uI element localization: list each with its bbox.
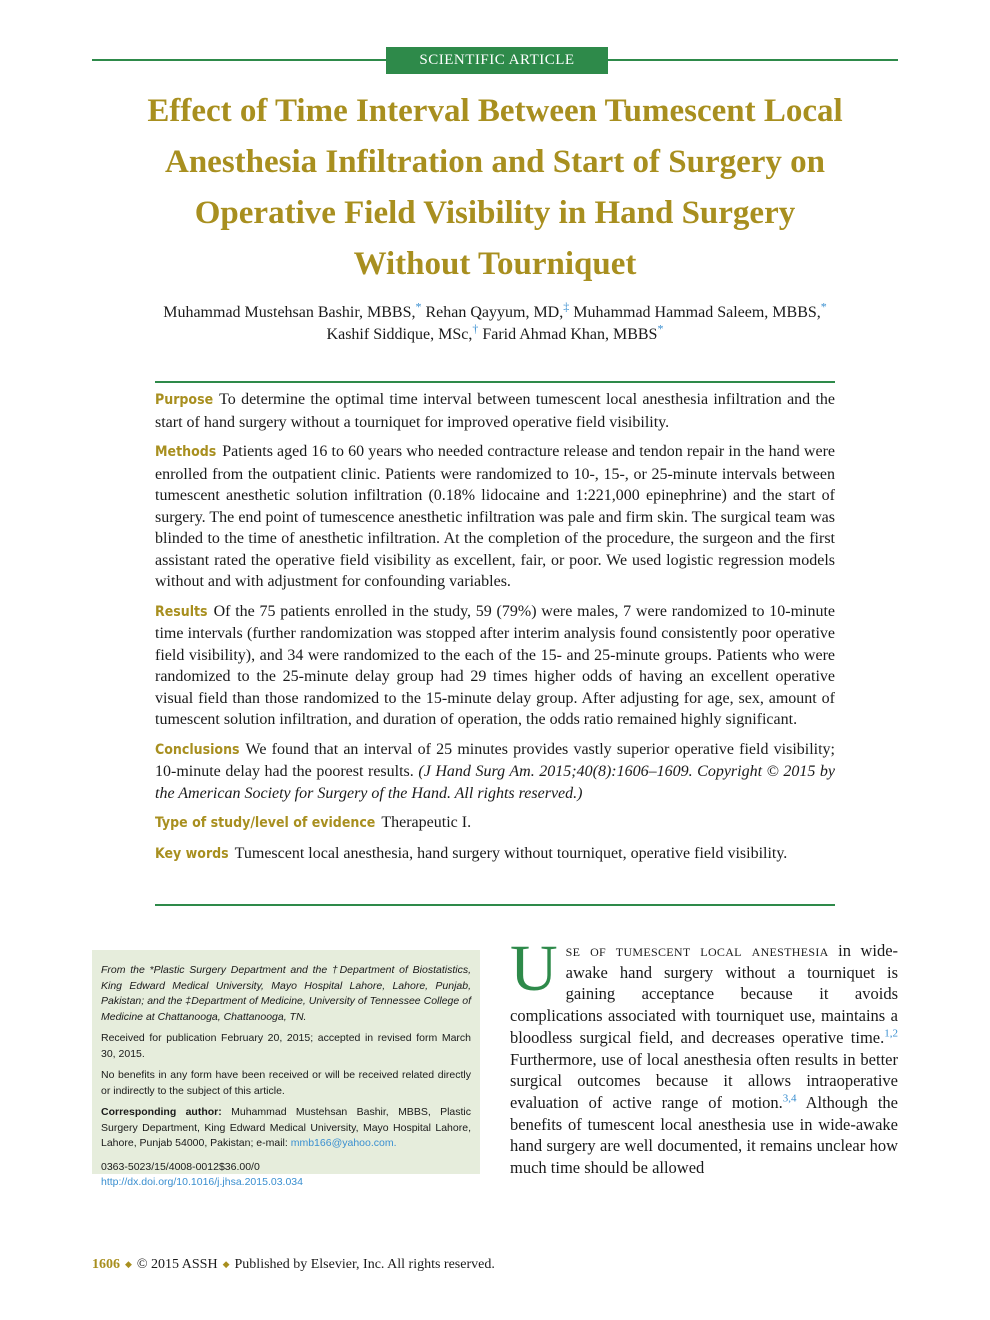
corresponding-label: Corresponding author: <box>101 1106 222 1118</box>
title-line: Operative Field Visibility in Hand Surgery <box>194 195 796 231</box>
abstract <box>155 389 835 873</box>
abstract-top-rule <box>155 381 835 383</box>
copyright: © 2015 ASSH <box>136 1257 218 1272</box>
affiliation-mark[interactable]: ‡ <box>563 299 570 314</box>
article-info-box <box>92 950 480 1188</box>
abstract-label: Methods <box>155 444 217 460</box>
diamond-bullet-icon: ◆ <box>125 1259 132 1270</box>
page-footer <box>92 1257 495 1273</box>
reference-link[interactable]: 1,2 <box>884 1027 898 1040</box>
abstract-keywords <box>155 843 835 866</box>
abstract-text: We found that an interval of 25 minutes provides vastly superior operative field visibility; 10-minute delay had the poorest results. <box>155 740 835 780</box>
abstract-label: Results <box>155 603 208 620</box>
title-line: Anesthesia Infiltration and Start of Surgery on <box>164 144 826 180</box>
title-line: Without Tourniquet <box>353 246 637 282</box>
publisher-note: Published by Elsevier, Inc. All rights reserved. <box>234 1257 495 1272</box>
drop-cap: U <box>510 932 558 1005</box>
corresponding-author <box>101 1105 471 1152</box>
journal-citation: (J Hand Surg Am. 2015;40(8):1606–1609. Copyright © 2015 by the American Society for Surgery of the Hand. All rights reserved.) <box>155 763 836 802</box>
author-list <box>92 299 898 346</box>
section-tag: SCIENTIFIC ARTICLE <box>386 47 608 74</box>
title-line: Effect of Time Interval Between Tumescent Local <box>147 93 843 129</box>
author-name: Muhammad Hammad Saleem, MBBS, <box>573 304 821 321</box>
affiliation-mark[interactable]: * <box>820 299 827 314</box>
lead-in: se of tumescent local anesthesia <box>565 941 829 960</box>
abstract-bottom-rule <box>155 904 835 906</box>
abstract-results <box>155 601 835 731</box>
abstract-text: Patients aged 16 to 60 years who needed contracture release and tendon repair in the hand were enrolled from the outpatient clinic. Patients were randomized to 10-, 15-, or 25-minute intervals between tumescent anesthetic solution infiltration (0.18% lidocaine and 1:221,000 epinephrine) and the start of surgery. The end point of tumescence anesthetic infiltration was pale and firm skin. The surgical team was blinded to the time of anesthetic infiltration. At the completion of the procedure, the surgeon and the first assistant rated the operative field visibility as excellent, fair, or poor. We used logistic regression models without and with adjustment for confounding variables. <box>155 443 835 590</box>
affiliation-mark[interactable]: * <box>657 321 664 336</box>
article-identifiers <box>101 1160 471 1191</box>
abstract-label: Purpose <box>155 392 214 408</box>
affiliation-mark[interactable]: * <box>415 299 422 314</box>
issn: 0363-5023/15/4008-0012$36.00/0 <box>101 1160 260 1173</box>
received-dates: Received for publication February 20, 2015; accepted in revised form March 30, 2015. <box>101 1032 471 1060</box>
email-link[interactable]: mmb166@yahoo.com. <box>290 1137 397 1149</box>
article-title <box>92 86 898 290</box>
abstract-label: Key words <box>155 845 229 862</box>
diamond-bullet-icon: ◆ <box>222 1259 230 1270</box>
abstract-study-type <box>155 812 835 835</box>
author-line <box>92 321 898 346</box>
affiliation-mark[interactable]: † <box>472 321 479 336</box>
abstract-purpose <box>155 389 835 433</box>
abstract-methods <box>155 441 835 593</box>
abstract-text: Therapeutic I. <box>381 814 472 831</box>
benefits-statement: No benefits in any form have been received or will be received related directly or indirectly to the subject of this article. <box>101 1069 471 1097</box>
abstract-label: Type of study/level of evidence <box>155 815 376 831</box>
page-number: 1606 <box>92 1257 120 1272</box>
author-name: Kashif Siddique, MSc, <box>326 326 473 343</box>
abstract-text: To determine the optimal time interval between tumescent local anesthesia infiltration and the start of hand surgery without a tourniquet for improved operative field visibility. <box>155 391 835 431</box>
author-name: Farid Ahmad Khan, MBBS <box>482 326 658 343</box>
affiliations: From the *Plastic Surgery Department and the †Department of Biostatistics, King Edward Medical University, Mayo Hospital Lahore, Lahore, Punjab, Pakistan; and the ‡Department of Medicine, University of Tennessee College of Medicine at Chattanooga, Chattanooga, TN. <box>101 964 471 1023</box>
doi-link[interactable]: http://dx.doi.org/10.1016/j.jhsa.2015.03.034 <box>101 1176 303 1188</box>
author-name: Muhammad Mustehsan Bashir, MBBS, <box>163 304 416 321</box>
abstract-label: Conclusions <box>155 741 240 758</box>
corresponding-text: Muhammad Mustehsan Bashir, MBBS, Plastic Surgery Department, King Edward Medical University, Mayo Hospital Lahore, Lahore, Punjab 54000, Pakistan; e-mail: <box>101 1106 472 1149</box>
body-sentence: Furthermore, use of local anesthesia often results in better surgical outcomes because it allows intraoperative evaluation of active range of motion. <box>510 1049 898 1112</box>
body-sentence: Although the benefits of tumescent local anesthesia use in wide-awake hand surgery are well documented, it remains unclear how much time should be allowed <box>510 1092 898 1178</box>
author-line <box>92 299 898 324</box>
reference-link[interactable]: 3,4 <box>782 1092 797 1105</box>
author-name: Rehan Qayyum, MD, <box>425 304 564 321</box>
body-text <box>510 932 899 1179</box>
abstract-conclusions <box>155 739 835 805</box>
body-sentence: in wide-awake hand surgery without a tourniquet is gaining acceptance because it avoids complications associated with tourniquet use, maintains a bloodless surgical field, and decreases operative time. <box>510 941 899 1047</box>
abstract-text: Of the 75 patients enrolled in the study, 59 (79%) were males, 7 were randomized to 10-minute time intervals (further randomization was stopped after interim analysis found consistently poor operative field visibility), and 34 were randomized to the each of the 15- and 25-minute groups. Patients who were randomized to the 25-minute delay group had 29 times higher odds of having an excellent operative visual field than those randomized to the 15-minute delay group. After adjusting for age, sex, amount of tumescent solution infiltration, and duration of operation, the odds ratio remained highly significant. <box>155 602 835 728</box>
abstract-text: Tumescent local anesthesia, hand surgery without tourniquet, operative field visibility. <box>234 844 788 862</box>
